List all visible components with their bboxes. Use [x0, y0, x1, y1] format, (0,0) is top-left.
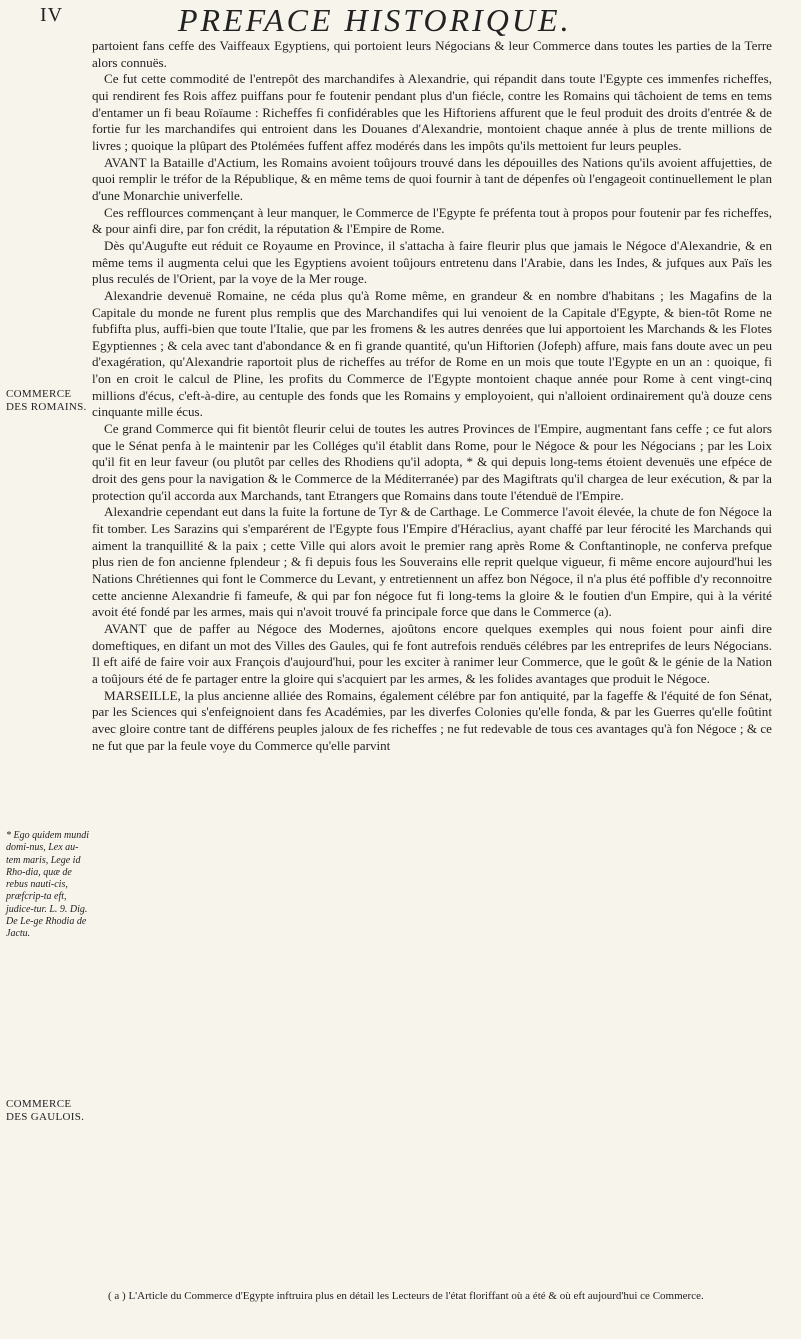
paragraph: Ce fut cette commodité de l'entrepôt des marchandifes à Alexandrie, qui répandit dans toute l'Egypte ces immenfes richeffes, qui rendirent fes Rois affez puiffans pour fe foutenir pendant plus d'un fiécle, contre les Romains qui tâchoient de tems en tems d'entamer un fi beau Roïaume : Richeffes fi confidérables que les Hiftoriens affurent que le feul produit des droits d'entrée & de fortie fur les marchandifes qui entroient dans les Douanes d'Alexandrie, montoient chaque année à plus de trente millions de livres ; quoique la plûpart des Ptolémées fuffent affez modérés dans les impôts qu'ils mettoient fur leurs peuples. [92, 71, 772, 153]
paragraph: MARSEILLE, la plus ancienne alliée des Romains, également célébre par fon antiquité, par la fageffe & l'équité de fon Sénat, par les Sciences qui s'enfeignoient dans fes Académies, par les diverfes Colonies qu'elle fonda, & par les Guerres qu'elle foûtint avec gloire contre tant de différens peuples jaloux de fes richeffes ; ne fut redevable de tous ces avantages qu'à fon Négoce ; & ce ne fut que par la feule voye du Commerce qu'elle parvint [92, 687, 772, 753]
footnote: ( a ) L'Article du Commerce d'Egypte inftruira plus en détail les Lecteurs de l'état floriffant où a été & où eft aujourd'hui ce Commerce. [108, 1290, 704, 1302]
paragraph: Ces refflources commençant à leur manquer, le Commerce de l'Egypte fe préfenta tout à propos pour foutenir par fes richeffes, & pour ainfi dire, par fon crédit, la réputation & l'Empire de Rome. [92, 204, 772, 237]
paragraph: AVANT que de paffer au Négoce des Modernes, ajoûtons encore quelques exemples qui nous foient pour ainfi dire domeftiques, en difant un mot des Villes des Gaules, qui fe font autrefois renduës célébres par les entreprifes de leurs Négocians. Il eft aifé de faire voir aux François d'aujourd'hui, pour les exciter à ranimer leur Commerce, que le goût & le génie de la Nation a toûjours été de fe partager entre la gloire qui s'acquiert par les armes, & les folides avantages que produit le Négoce. [92, 620, 772, 686]
page-number: IV [40, 4, 64, 26]
paragraph: AVANT la Bataille d'Actium, les Romains avoient toûjours trouvé dans les dépouilles des Nations qu'ils avoient affujetties, de quoi remplir le tréfor de la République, & en même tems de quoi fournir à tant de dépenfes où l'engageoit continuellement le plan d'une Monarchie univerfelle. [92, 154, 772, 203]
margin-note-commerce-romains: COMMERCE DES ROMAINS. [6, 388, 87, 413]
running-title: PREFACE HISTORIQUE. [178, 2, 572, 38]
paragraph: Ce grand Commerce qui fit bientôt fleurir celui de toutes les autres Provinces de l'Empire, augmentant fans ceffe ; ce fut alors que le Sénat penfa à le maintenir par les Colléges qu'il établit dans Rome, pour le Négoce & pour les Négocians ; par les Loix qu'il fit en leur faveur (ou plutôt par celles des Rhodiens qu'il adopta, * & qui depuis long-tems étoient devenuës une efpéce de droit des gens pour la navigation & le Commerce de la Méditerranée) par des Magiftrats qu'il chargea de leur exécution, & par la protection qu'il accorda aux Marchands, tant Etrangers que Romains dans toute l'étenduë de l'Empire. [92, 421, 772, 503]
paragraph: partoient fans ceffe des Vaiffeaux Egyptiens, qui portoient leurs Négocians & leur Commerce dans toutes les parties de la Terre alors connuës. [92, 38, 772, 70]
margin-note-latin-quote: * Ego quidem mundi domi-nus, Lex au-tem maris, Lege id Rho-dia, quæ de rebus nauti-cis, præfcrip-ta eft, judice-tur. L. 9. Dig. De Le-ge Rhodia de Jactu. [6, 830, 90, 940]
paragraph: Alexandrie cependant eut dans la fuite la fortune de Tyr & de Carthage. Le Commerce l'avoit élevée, la chute de fon Négoce la fit tomber. Les Sarazins qui s'emparérent de l'Egypte fous l'Empire d'Héraclius, ayant chaffé par leur férocité les Marchands qui aiment la tranquillité & la paix ; cette Ville qui alors avoit le premier rang après Rome & Conftantinople, ne conferva prefque plus rien de fon ancienne fplendeur ; & fi depuis fous les Souverains elle reprit quelque vigueur, fi même encore aujourd'hui les Nations Chrétiennes qui font le Commerce du Levant, y entretiennent un affez bon Négoce, il n'a plus été poffible d'y reconnoitre cette ancienne Alexandrie fi fameufe, & qui par fon négoce fut fi long-tems la gloire & le foutien d'un Empire, qui à la vérité avoit été fondé par les armes, mais qui n'avoit trouvé fa principale force que dans le Commerce (a). [92, 504, 772, 620]
paragraph: Alexandrie devenuë Romaine, ne céda plus qu'à Rome même, en grandeur & en nombre d'habitans ; les Magafins de la Capitale du monde ne furent plus remplis que des Marchandifes qui lui venoient de la Capitale d'Egypte, & bien-tôt Rome ne fubfifta plus, auffi-bien que toute l'Italie, que par les fromens & les autres denrées que lui apportoient les Marchands & les Flotes Egyptiennes ; & cela avec tant d'abondance & en fi grande quantité, qu'un Hiftorien (Jofeph) affure, mais fans doute avec un peu d'exagération, qu'Alexandrie raportoit plus de richeffes au tréfor de Rome en un mois que toute l'Egypte en un an : quoique, fi l'on en croit le calcul de Pline, les profits du Commerce de l'Egypte montoient chaque année pour Rome à cent vingt-cinq millions d'écus, c'eft-à-dire, au centuple des fonds que les Romains y employoient, qui n'alloient ordinairement qu'à douze cens cinquante mille écus. [92, 287, 772, 420]
margin-note-commerce-gaulois: COMMERCE DES GAULOIS. [6, 1098, 85, 1123]
body-text [92, 38, 772, 754]
paragraph: Dès qu'Augufte eut réduit ce Royaume en Province, il s'attacha à faire fleurir plus que jamais le Négoce d'Alexandrie, & en même tems il augmenta celui que les Egyptiens avoient toûjours entretenu dans l'Arabie, dans les Indes, & jufques aux Païs les plus reculés de l'Orient, par la voye de la Mer rouge. [92, 237, 772, 287]
